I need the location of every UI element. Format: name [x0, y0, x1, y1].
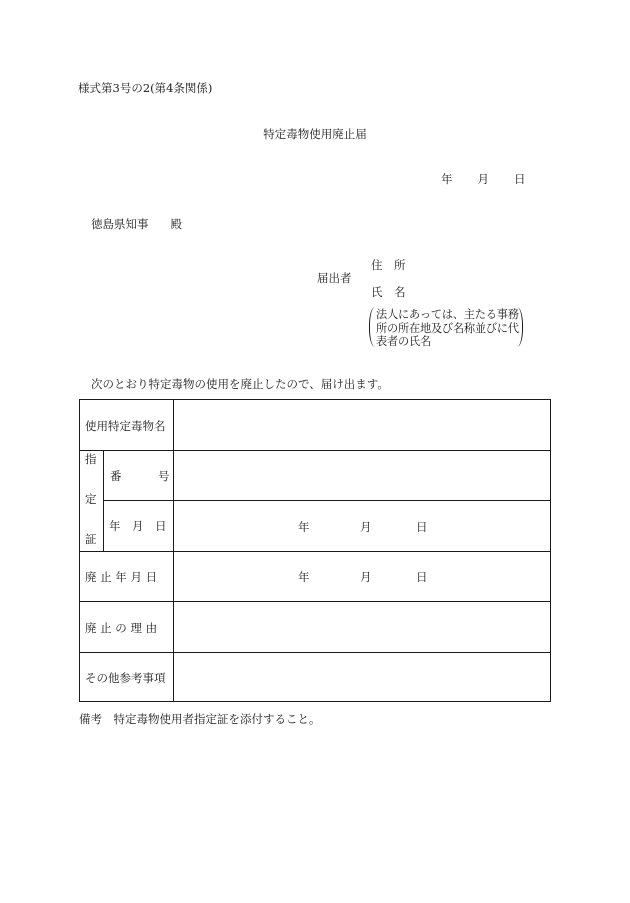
other-notes-value[interactable] — [180, 662, 540, 692]
certificate-date-month: 月 — [360, 520, 372, 534]
abolition-date-day: 日 — [416, 570, 428, 584]
row-divider — [80, 450, 550, 451]
addressee-name: 徳島県知事 — [91, 217, 149, 231]
form-number: 様式第3号の2(第4条関係) — [78, 81, 213, 95]
address-label: 住 所 — [371, 258, 406, 272]
addressee-honorific: 殿 — [170, 217, 182, 231]
date-day: 日 — [514, 172, 526, 186]
certificate-number-label-b: 号 — [158, 469, 170, 483]
applicant-label: 届出者 — [317, 271, 352, 285]
poison-name-value[interactable] — [180, 410, 540, 440]
row-divider — [80, 551, 550, 552]
corporation-note: 法人にあっては、主たる事務所の所在地及び名称並びに代表者の氏名 — [376, 308, 519, 348]
statement: 次のとおり特定毒物の使用を廃止したので、届け出ます。 — [91, 377, 389, 391]
certificate-date-year: 年 — [298, 520, 310, 534]
abolition-date-label: 廃 止 年 月 日 — [85, 570, 158, 584]
document-title: 特定毒物使用廃止届 — [263, 127, 367, 141]
abolition-date-month: 月 — [360, 570, 372, 584]
submission-date — [441, 171, 526, 187]
notification-table — [79, 399, 551, 702]
remarks: 備考 特定毒物使用者指定証を添付すること。 — [79, 712, 321, 726]
certificate-date-label: 年 月 日 — [109, 519, 167, 533]
certificate-number-value[interactable] — [180, 460, 540, 490]
certificate-label-char: 定 — [85, 492, 97, 506]
addressee — [91, 216, 182, 232]
column-divider — [173, 400, 174, 701]
abolition-date-year: 年 — [298, 570, 310, 584]
certificate-date-day: 日 — [416, 520, 428, 534]
name-label: 氏 名 — [371, 285, 406, 299]
abolition-reason-label: 廃 止 の 理 由 — [85, 621, 158, 635]
certificate-divider — [103, 450, 104, 551]
certificate-number-label-a: 番 — [110, 469, 122, 483]
date-month: 月 — [477, 172, 489, 186]
certificate-label-char: 証 — [85, 532, 97, 546]
corporation-note-bracket — [369, 307, 523, 347]
row-divider — [80, 652, 550, 653]
abolition-reason-value[interactable] — [180, 611, 540, 641]
row-divider — [80, 601, 550, 602]
row-divider — [103, 500, 550, 501]
other-notes-label: その他参考事項 — [85, 671, 166, 685]
poison-name-label: 使用特定毒物名 — [85, 419, 166, 433]
certificate-label-char: 指 — [85, 452, 97, 466]
date-year: 年 — [441, 172, 453, 186]
